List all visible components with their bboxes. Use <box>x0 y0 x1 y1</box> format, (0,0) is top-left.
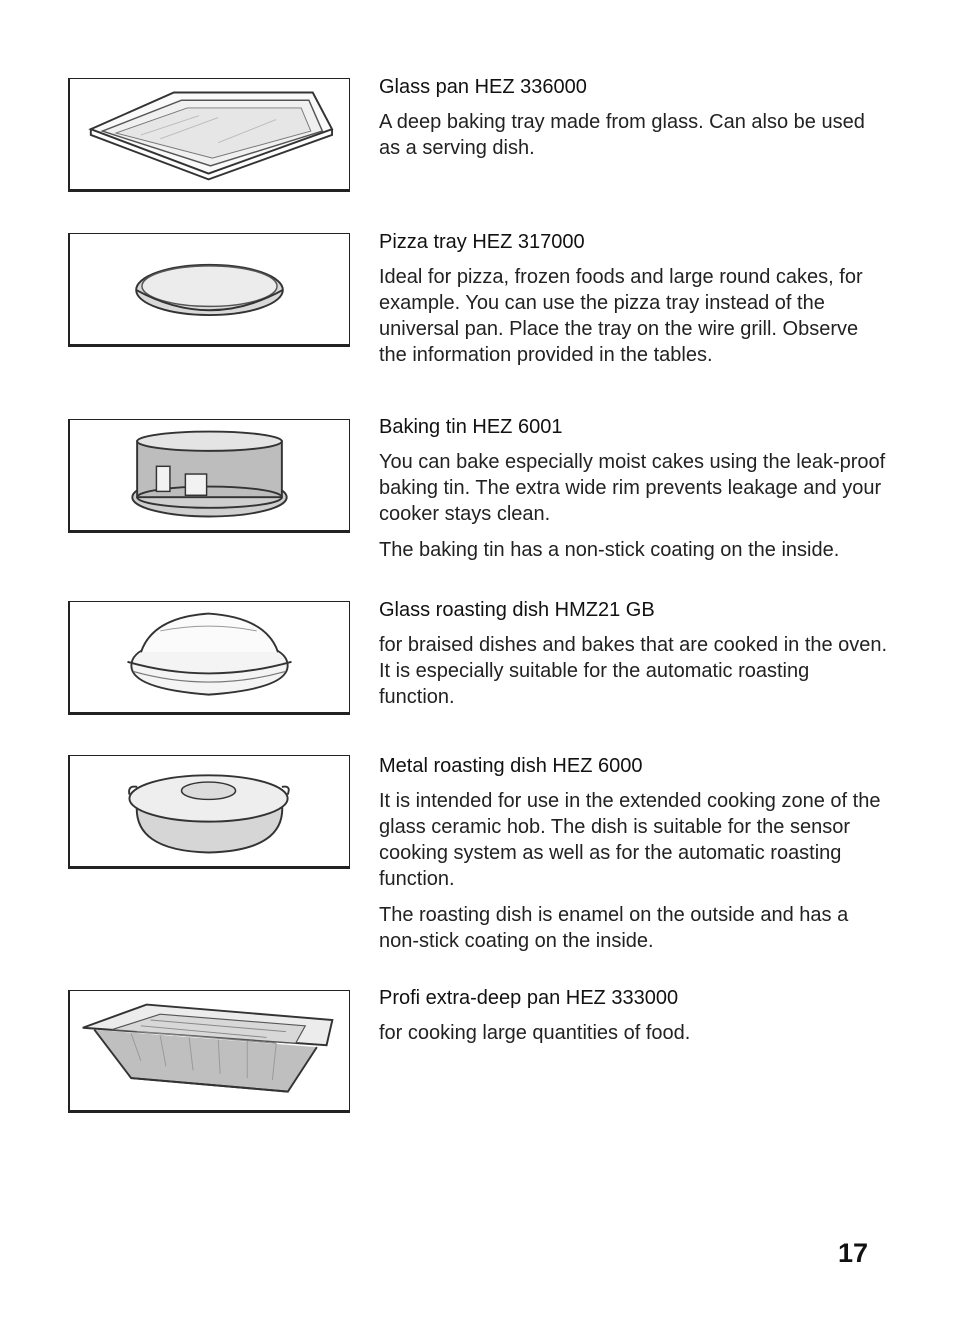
glass-pan-image <box>68 78 350 192</box>
item-paragraph: The baking tin has a non-stick coating on the inside. <box>379 539 840 561</box>
item-paragraph: A deep baking tray made from glass. Can also be used as a serving dish. <box>379 111 865 159</box>
baking-tin-icon <box>70 420 349 530</box>
item-title: Baking tin HEZ 6001 <box>379 416 563 438</box>
extra-deep-pan-image <box>68 990 350 1113</box>
item-paragraph: for braised dishes and bakes that are cooked in the oven. It is especially suitable for the automatic roasting function. <box>379 634 888 708</box>
item-title: Glass roasting dish HMZ21 GB <box>379 599 655 621</box>
item-title: Metal roasting dish HEZ 6000 <box>379 755 643 777</box>
metal-roasting-dish-image <box>68 755 350 869</box>
item-paragraph: Ideal for pizza, frozen foods and large round cakes, for example. You can use the pizza tray instead of the universal pan. Place the tray on the wire grill. Observe the information provided in the tables. <box>379 266 863 366</box>
item-title: Pizza tray HEZ 317000 <box>379 231 585 253</box>
item-paragraph: The roasting dish is enamel on the outside and has a non-stick coating on the inside. <box>379 904 849 952</box>
pizza-tray-icon <box>70 234 349 344</box>
glass-roasting-dish-image <box>68 601 350 715</box>
glass-roasting-dish-icon <box>70 602 349 712</box>
extra-deep-pan-icon <box>70 991 349 1110</box>
item-title: Glass pan HEZ 336000 <box>379 76 587 98</box>
item-paragraph: for cooking large quantities of food. <box>379 1022 691 1044</box>
page-number: 17 <box>838 1238 869 1268</box>
baking-tin-image <box>68 419 350 533</box>
item-paragraph: It is intended for use in the extended cooking zone of the glass ceramic hob. The dish is suitable for the sensor cooking system as well as for the automatic roasting function. <box>379 790 881 890</box>
pizza-tray-image <box>68 233 350 347</box>
glass-pan-icon <box>70 79 349 189</box>
metal-roasting-dish-icon <box>70 756 349 866</box>
item-title: Profi extra-deep pan HEZ 333000 <box>379 987 679 1009</box>
item-paragraph: You can bake especially moist cakes using the leak-proof baking tin. The extra wide rim prevents leakage and your cooker stays clean. <box>379 451 886 525</box>
